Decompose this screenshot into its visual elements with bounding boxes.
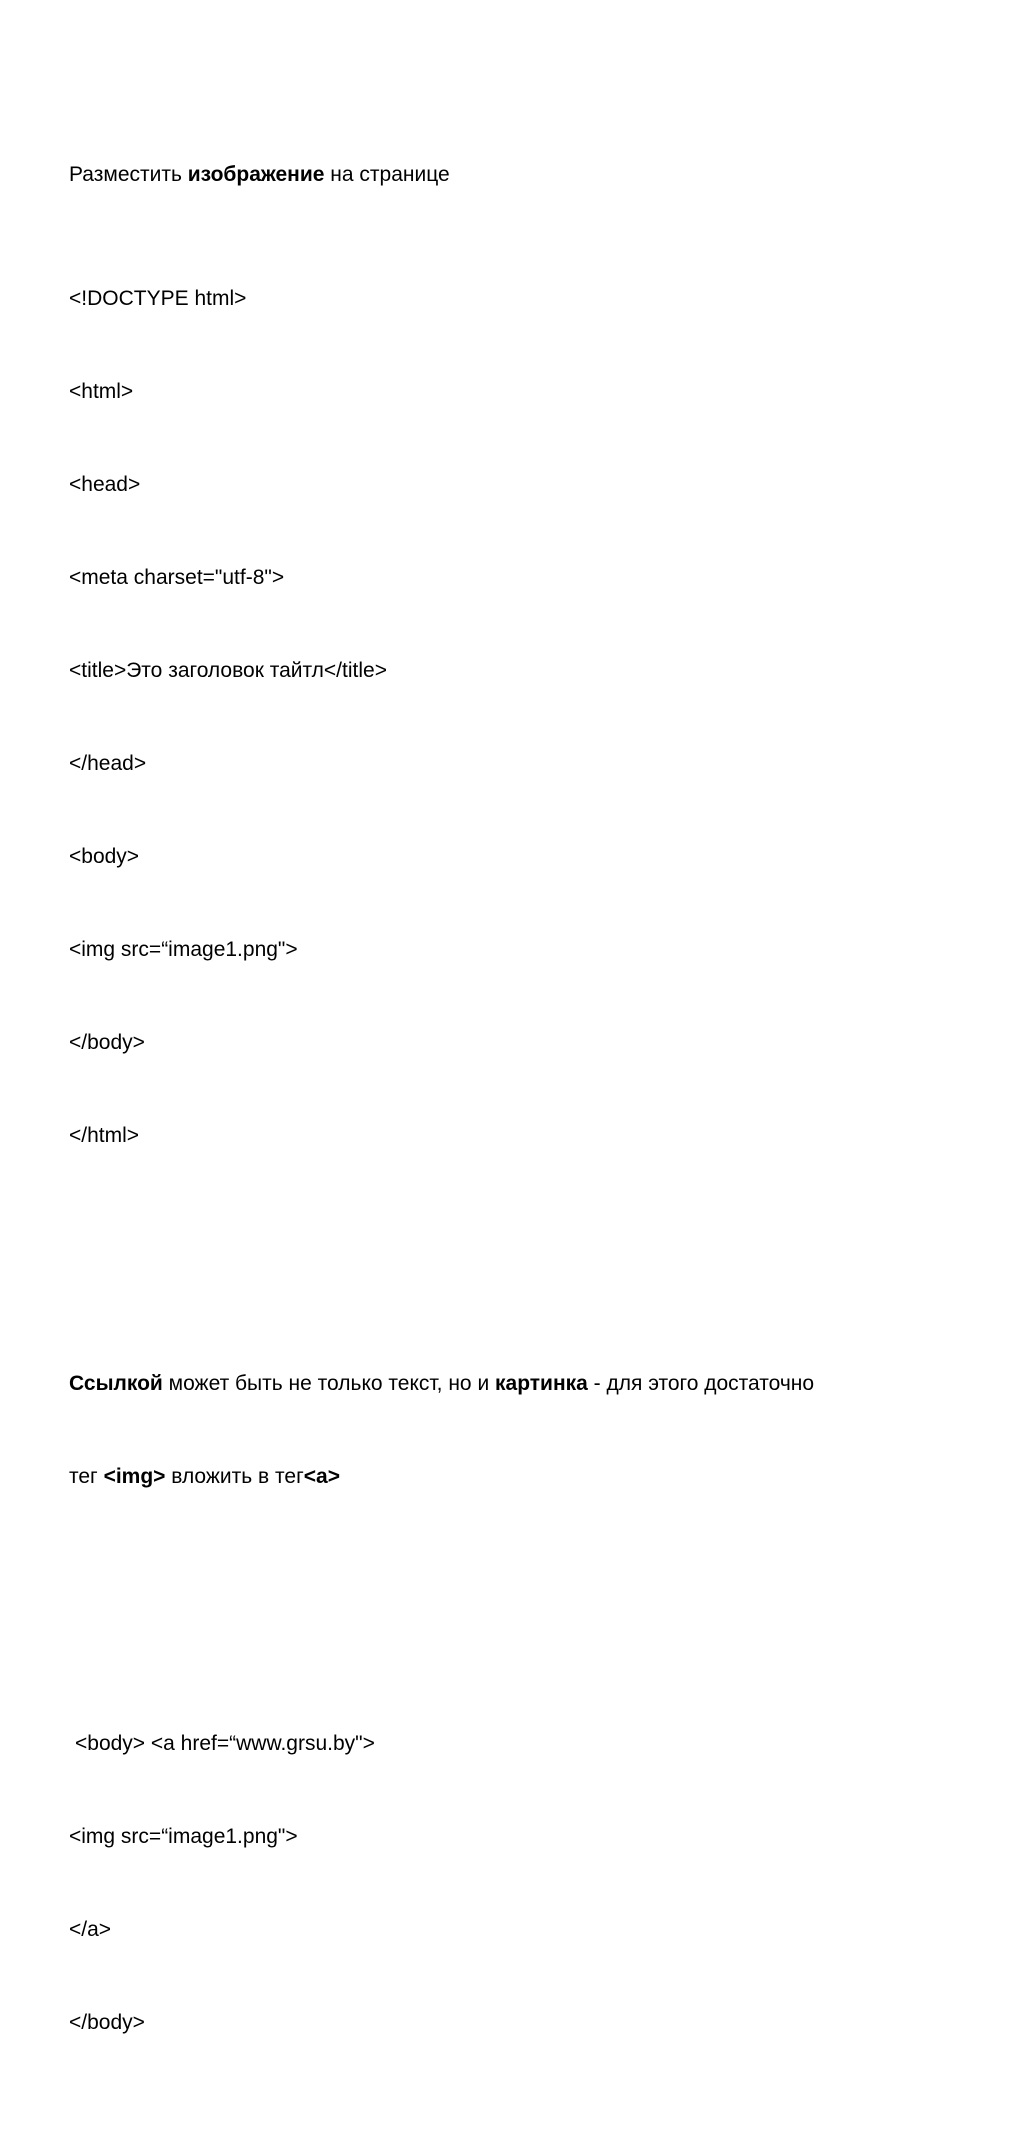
code-line-head-close: </head>: [69, 752, 147, 775]
section2-line1-text2: - для этого достаточно: [587, 1372, 815, 1395]
code-line-html-close: </html>: [69, 1124, 140, 1147]
section2-line1: [69, 1368, 969, 1399]
img-tag-bold: <img>: [103, 1465, 166, 1488]
code-line-img: <img src=“image1.png">: [69, 938, 298, 961]
code-line-meta-charset: <meta charset="utf-8">: [69, 566, 285, 589]
heading-text-part2: на странице: [324, 163, 450, 186]
link-bold-word: Ссылкой: [69, 1372, 163, 1395]
code2-line-body-close: </body>: [69, 2011, 145, 2034]
code2-line-body-a-open: <body> <a href=“www.grsu.by">: [75, 1732, 375, 1755]
section2-line1-text1: может быть не только текст, но и: [162, 1372, 496, 1395]
code-line-head-open: <head>: [69, 473, 141, 496]
code-line-doctype: <!DOCTYPE html>: [69, 287, 247, 310]
section2-line2-text2: вложить в тег: [165, 1465, 304, 1488]
picture-bold-word: картинка: [495, 1372, 588, 1395]
section2-line2: [69, 1461, 969, 1492]
spacer: [69, 1244, 969, 1275]
heading-text-part1: Разместить: [69, 163, 188, 186]
code-line-body-open: <body>: [69, 845, 140, 868]
section2-line2-text1: тег: [69, 1465, 104, 1488]
heading-bold-word: изображение: [187, 163, 325, 186]
code2-line-a-close: </a>: [69, 1918, 112, 1941]
code-line-html-open: <html>: [69, 380, 134, 403]
section1-heading: [69, 159, 969, 190]
code-line-body-close: </body>: [69, 1031, 145, 1054]
code2-line-img: <img src=“image1.png">: [69, 1825, 298, 1848]
a-tag-bold: <a>: [303, 1465, 340, 1488]
code-line-title: <title>Это заголовок тайтл</title>: [69, 659, 387, 682]
spacer-large: [69, 1585, 969, 1635]
slide-content: [69, 66, 969, 2131]
